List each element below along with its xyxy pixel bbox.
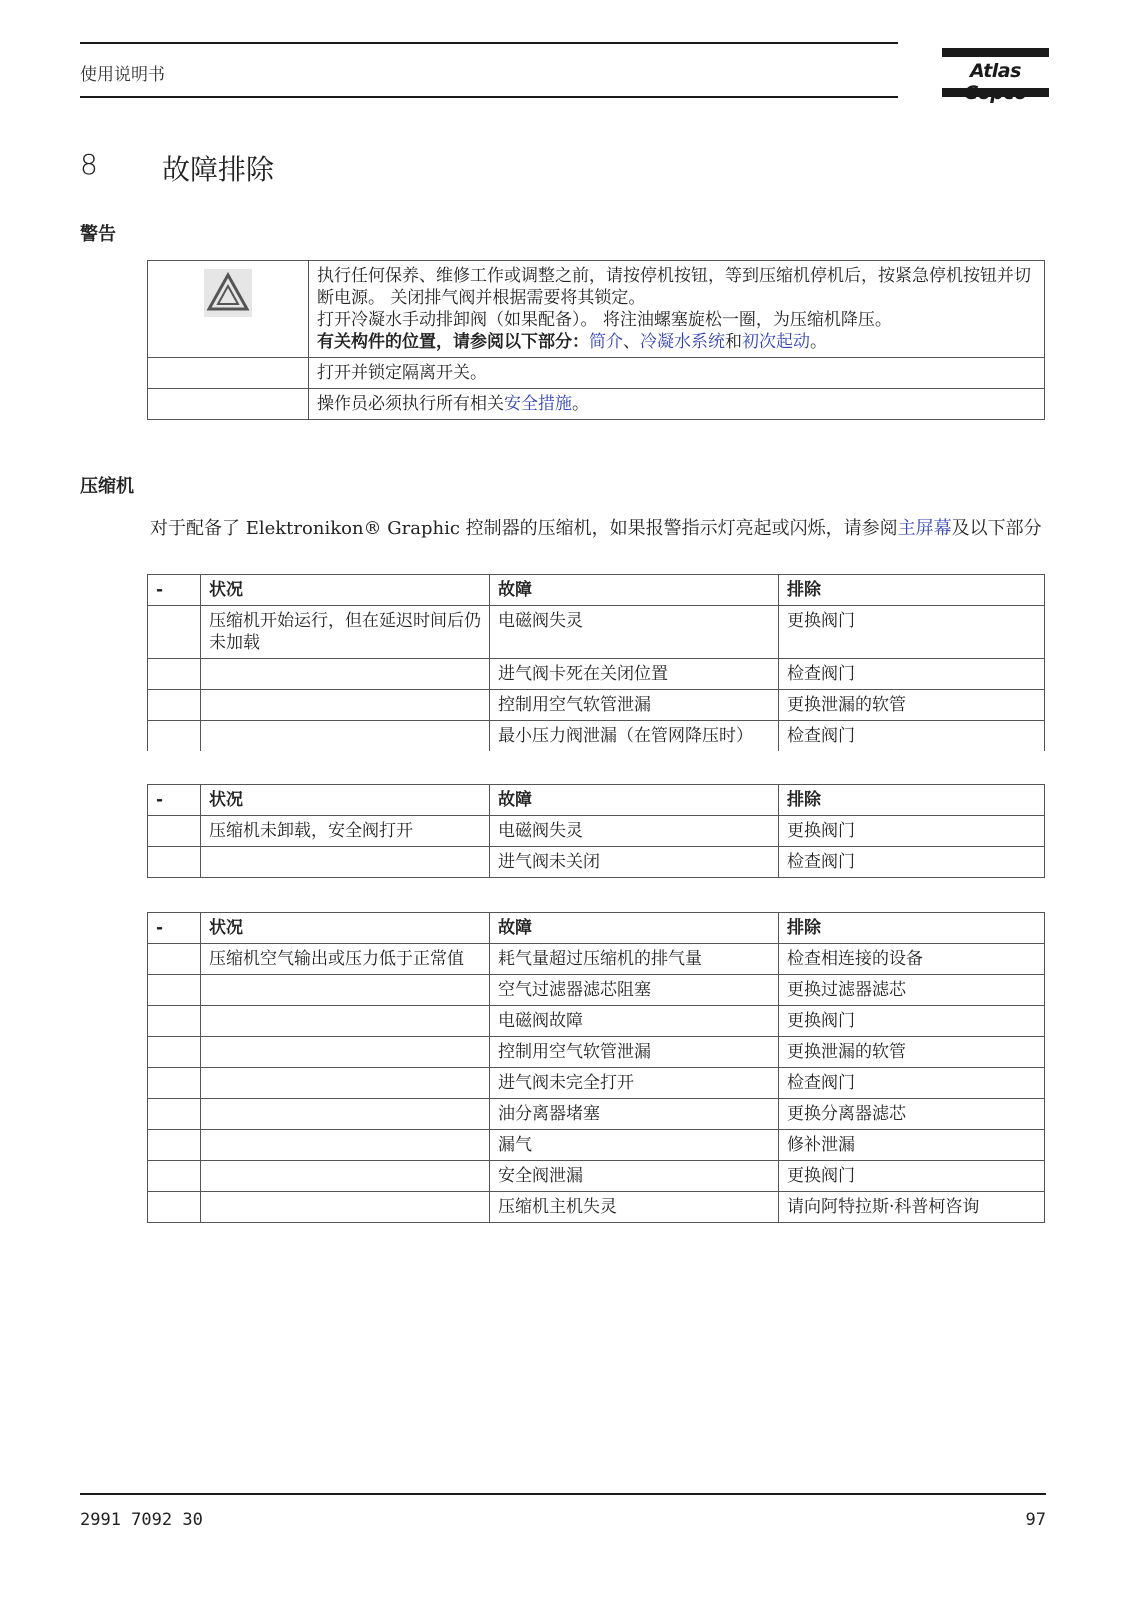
table-row bbox=[148, 606, 1045, 659]
fault-cell: 电磁阀故障 bbox=[490, 1006, 779, 1037]
empty-cell bbox=[148, 975, 201, 1006]
table-row bbox=[148, 659, 1045, 690]
empty-cell bbox=[201, 659, 490, 690]
header-condition: 状况 bbox=[201, 785, 490, 816]
warning-icon-cell bbox=[148, 261, 309, 358]
remedy-cell: 检查阀门 bbox=[779, 721, 1045, 752]
section-number: 8 bbox=[80, 148, 98, 181]
warning-triangle-icon bbox=[204, 269, 252, 317]
warning-isolation-text: 打开并锁定隔离开关。 bbox=[309, 358, 1045, 389]
link-main-screen[interactable]: 主屏幕 bbox=[897, 518, 952, 539]
troubleshooting-table-1 bbox=[147, 574, 1045, 751]
warning-safety-text bbox=[309, 389, 1045, 420]
empty-cell bbox=[201, 1161, 490, 1192]
remedy-cell: 更换泄漏的软管 bbox=[779, 690, 1045, 721]
table-row bbox=[148, 1037, 1045, 1068]
empty-cell bbox=[148, 358, 309, 389]
header-top-rule bbox=[80, 42, 898, 44]
empty-cell bbox=[148, 721, 201, 752]
remedy-cell: 更换过滤器滤芯 bbox=[779, 975, 1045, 1006]
empty-cell bbox=[148, 1037, 201, 1068]
table-row bbox=[148, 1006, 1045, 1037]
header-condition: 状况 bbox=[201, 575, 490, 606]
compressor-heading: 压缩机 bbox=[80, 476, 134, 497]
header-remedy: 排除 bbox=[779, 913, 1045, 944]
fault-cell: 电磁阀失灵 bbox=[490, 606, 779, 659]
warning-line-3 bbox=[317, 331, 1036, 353]
fault-cell: 电磁阀失灵 bbox=[490, 816, 779, 847]
header-dash: - bbox=[148, 913, 201, 944]
remedy-cell: 检查相连接的设备 bbox=[779, 944, 1045, 975]
condition-cell: 压缩机未卸载，安全阀打开 bbox=[201, 816, 490, 847]
table-header-row bbox=[148, 575, 1045, 606]
link-initial-start[interactable]: 初次起动 bbox=[742, 332, 810, 352]
empty-cell bbox=[201, 1192, 490, 1223]
warning-row bbox=[148, 389, 1045, 420]
header-condition: 状况 bbox=[201, 913, 490, 944]
empty-cell bbox=[148, 816, 201, 847]
document-title: 使用说明书 bbox=[80, 65, 165, 85]
section-title: 故障排除 bbox=[162, 153, 275, 186]
empty-cell bbox=[148, 606, 201, 659]
remedy-cell: 检查阀门 bbox=[779, 1068, 1045, 1099]
header-fault: 故障 bbox=[490, 913, 779, 944]
fault-cell: 最小压力阀泄漏（在管网降压时） bbox=[490, 721, 779, 752]
empty-cell bbox=[148, 944, 201, 975]
document-number: 2991 7092 30 bbox=[80, 1510, 203, 1530]
empty-cell bbox=[201, 1006, 490, 1037]
table-header-row bbox=[148, 785, 1045, 816]
header-dash: - bbox=[148, 575, 201, 606]
troubleshooting-table-3 bbox=[147, 912, 1045, 1223]
table-row bbox=[148, 1192, 1045, 1223]
table-row bbox=[148, 816, 1045, 847]
troubleshooting-table-2 bbox=[147, 784, 1045, 878]
table-header-row bbox=[148, 913, 1045, 944]
remedy-cell: 更换分离器滤芯 bbox=[779, 1099, 1045, 1130]
safety-text: 操作员必须执行所有相关 bbox=[317, 394, 504, 414]
fault-cell: 空气过滤器滤芯阻塞 bbox=[490, 975, 779, 1006]
period: 。 bbox=[572, 394, 589, 414]
empty-cell bbox=[201, 975, 490, 1006]
intro-text: 对于配备了 Elektronikon® Graphic 控制器的压缩机，如果报警指示灯亮起或闪烁，请参阅 bbox=[150, 518, 898, 539]
remedy-cell: 检查阀门 bbox=[779, 659, 1045, 690]
table-row bbox=[148, 975, 1045, 1006]
page-number: 97 bbox=[1025, 1510, 1046, 1530]
empty-cell bbox=[148, 1161, 201, 1192]
fault-cell: 进气阀未关闭 bbox=[490, 847, 779, 878]
separator: 、 bbox=[623, 332, 640, 352]
remedy-cell: 修补泄漏 bbox=[779, 1130, 1045, 1161]
fault-cell: 控制用空气软管泄漏 bbox=[490, 1037, 779, 1068]
empty-cell bbox=[148, 847, 201, 878]
empty-cell bbox=[201, 1130, 490, 1161]
period: 。 bbox=[810, 332, 827, 352]
warning-reference-label: 有关构件的位置，请参阅以下部分： bbox=[317, 332, 589, 352]
remedy-cell: 更换泄漏的软管 bbox=[779, 1037, 1045, 1068]
warning-line-1: 执行任何保养、维修工作或调整之前，请按停机按钮，等到压缩机停机后，按紧急停机按钮并切断电源。 关闭排气阀并根据需要将其锁定。 bbox=[317, 266, 1031, 308]
condition-cell: 压缩机开始运行，但在延迟时间后仍未加载 bbox=[201, 606, 490, 659]
compressor-intro bbox=[150, 516, 1050, 541]
fault-cell: 进气阀卡死在关闭位置 bbox=[490, 659, 779, 690]
header-fault: 故障 bbox=[490, 785, 779, 816]
remedy-cell: 更换阀门 bbox=[779, 1006, 1045, 1037]
empty-cell bbox=[201, 1037, 490, 1068]
empty-cell bbox=[148, 690, 201, 721]
separator: 和 bbox=[725, 332, 742, 352]
fault-cell: 耗气量超过压缩机的排气量 bbox=[490, 944, 779, 975]
empty-cell bbox=[201, 690, 490, 721]
remedy-cell: 更换阀门 bbox=[779, 816, 1045, 847]
intro-text-end: 及以下部分 bbox=[951, 518, 1042, 539]
fault-cell: 安全阀泄漏 bbox=[490, 1161, 779, 1192]
warning-row bbox=[148, 261, 1045, 358]
warning-heading: 警告 bbox=[80, 224, 116, 245]
empty-cell bbox=[148, 1068, 201, 1099]
table-row bbox=[148, 944, 1045, 975]
empty-cell bbox=[148, 1192, 201, 1223]
fault-cell: 油分离器堵塞 bbox=[490, 1099, 779, 1130]
empty-cell bbox=[201, 721, 490, 752]
empty-cell bbox=[148, 659, 201, 690]
empty-cell bbox=[201, 847, 490, 878]
atlas-copco-logo bbox=[942, 48, 1049, 98]
table-row bbox=[148, 1161, 1045, 1192]
empty-cell bbox=[201, 1099, 490, 1130]
header-dash: - bbox=[148, 785, 201, 816]
link-introduction[interactable]: 简介 bbox=[589, 332, 623, 352]
empty-cell bbox=[148, 1006, 201, 1037]
table-row bbox=[148, 721, 1045, 752]
link-safety-precautions[interactable]: 安全措施 bbox=[504, 394, 572, 414]
fault-cell: 漏气 bbox=[490, 1130, 779, 1161]
remedy-cell: 更换阀门 bbox=[779, 606, 1045, 659]
condition-cell: 压缩机空气输出或压力低于正常值 bbox=[201, 944, 490, 975]
table-row bbox=[148, 1068, 1045, 1099]
fault-cell: 控制用空气软管泄漏 bbox=[490, 690, 779, 721]
table-row bbox=[148, 1099, 1045, 1130]
fault-cell: 压缩机主机失灵 bbox=[490, 1192, 779, 1223]
remedy-cell: 请向阿特拉斯·科普柯咨询 bbox=[779, 1192, 1045, 1223]
warning-row bbox=[148, 358, 1045, 389]
empty-cell bbox=[148, 389, 309, 420]
footer-rule bbox=[80, 1493, 1046, 1495]
warning-table bbox=[147, 260, 1045, 420]
empty-cell bbox=[201, 1068, 490, 1099]
header-remedy: 排除 bbox=[779, 575, 1045, 606]
logo-text: Atlas bbox=[970, 60, 1021, 82]
warning-text-cell bbox=[309, 261, 1045, 358]
header-remedy: 排除 bbox=[779, 785, 1045, 816]
table-row bbox=[148, 690, 1045, 721]
empty-cell bbox=[148, 1130, 201, 1161]
fault-cell: 进气阀未完全打开 bbox=[490, 1068, 779, 1099]
table-row bbox=[148, 1130, 1045, 1161]
header-bottom-rule bbox=[80, 96, 898, 98]
empty-cell bbox=[148, 1099, 201, 1130]
header-fault: 故障 bbox=[490, 575, 779, 606]
remedy-cell: 检查阀门 bbox=[779, 847, 1045, 878]
link-condensate-system[interactable]: 冷凝水系统 bbox=[640, 332, 725, 352]
warning-line-2: 打开冷凝水手动排卸阀（如果配备）。 将注油螺塞旋松一圈，为压缩机降压。 bbox=[317, 310, 892, 330]
remedy-cell: 更换阀门 bbox=[779, 1161, 1045, 1192]
table-row bbox=[148, 847, 1045, 878]
